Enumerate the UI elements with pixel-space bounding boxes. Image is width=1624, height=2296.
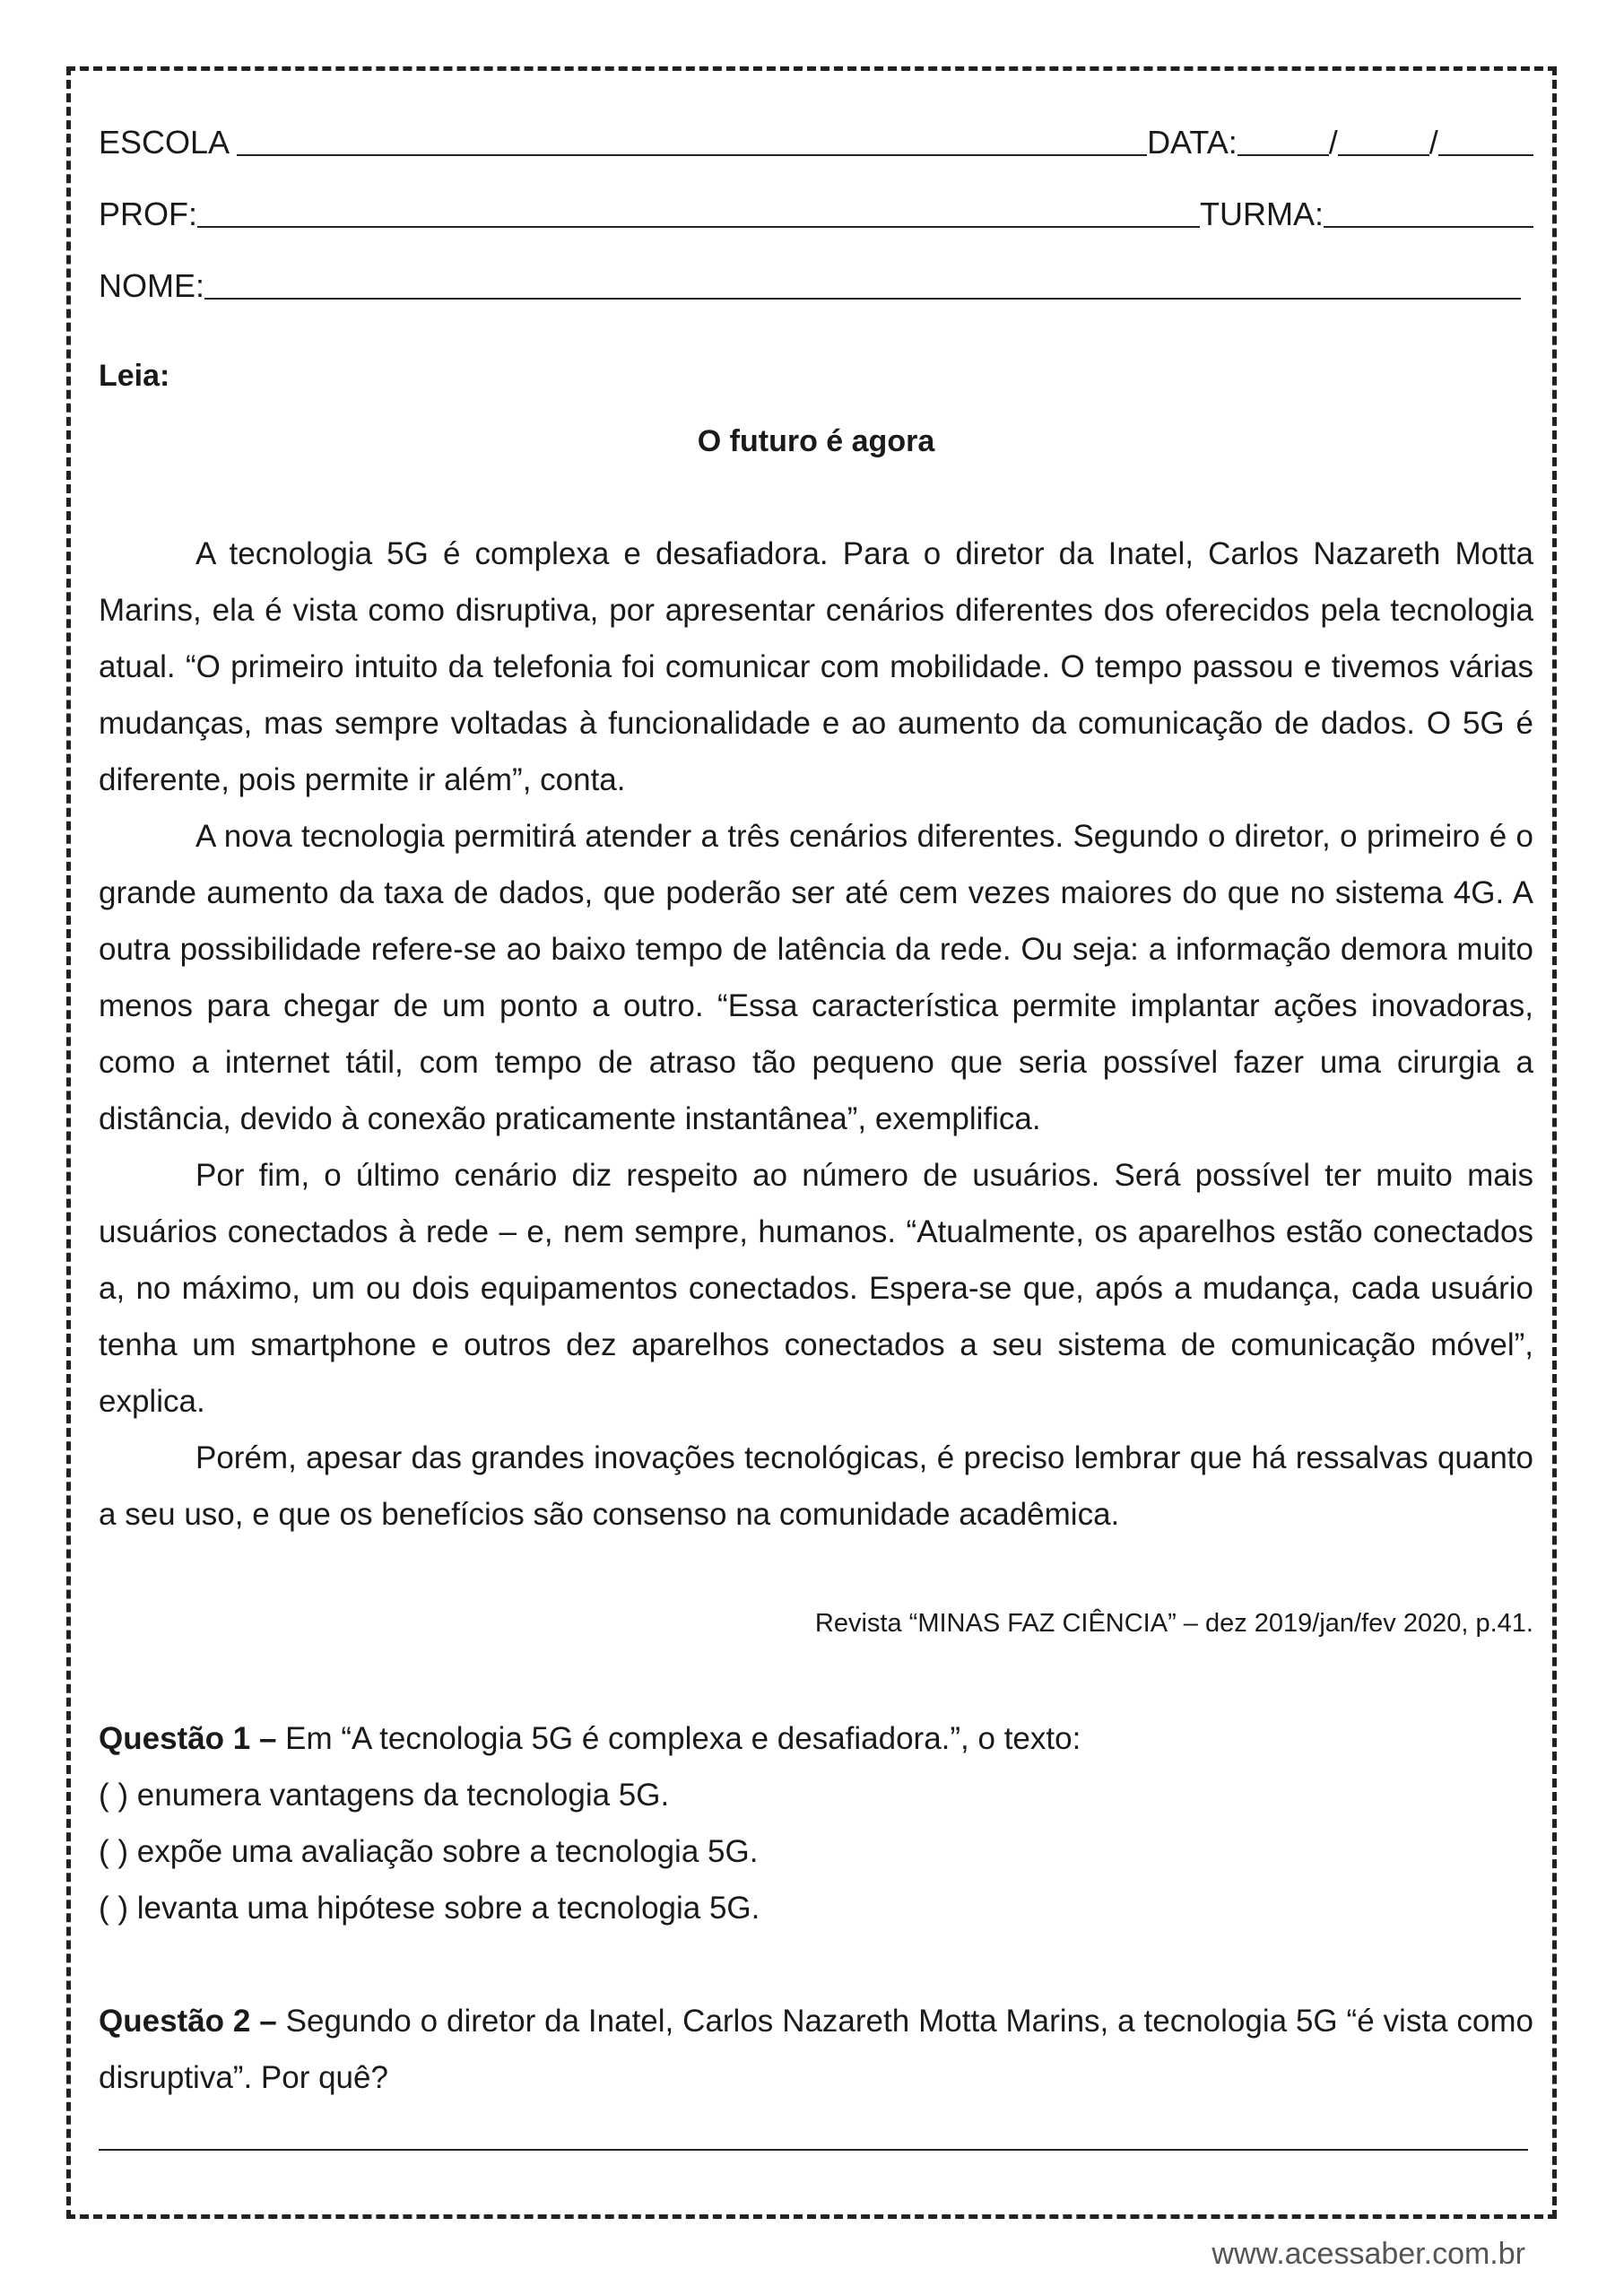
prof-field[interactable]: [197, 197, 1200, 228]
text-title: O futuro é agora: [697, 424, 935, 458]
leia-label: Leia:: [99, 359, 170, 393]
header-row-nome: [99, 233, 1533, 305]
escola-label: ESCOLA: [99, 124, 230, 161]
date-slash: /: [1429, 124, 1438, 161]
data-day-field[interactable]: [1238, 126, 1329, 156]
nome-field[interactable]: [204, 269, 1521, 300]
data-month-field[interactable]: [1338, 126, 1429, 156]
text-source: Revista “MINAS FAZ CIÊNCIA” – dez 2019/jan/fev 2020, p.41.: [814, 1609, 1533, 1638]
question-1-option[interactable]: ( ) levanta uma hipótese sobre a tecnologia 5G.: [99, 1891, 760, 1926]
data-label: DATA:: [1147, 124, 1238, 161]
question-2-answer-line[interactable]: [99, 2138, 1528, 2151]
data-year-field[interactable]: [1438, 126, 1533, 156]
question-1-option[interactable]: ( ) expõe uma avaliação sobre a tecnologia 5G.: [99, 1834, 759, 1869]
paragraph: Por fim, o último cenário diz respeito ao número de usuários. Será possível ter muito mais usuários conectados à rede – e, nem sempre, humanos. “Atualmente, os aparelhos estão conectados a, no máximo, um ou dois equipamentos conectados. Espera-se que, após a mudança, cada usuário tenha um smartphone e outros dez aparelhos conectados a seu sistema de comunicação móvel”, explica.: [99, 1158, 1533, 1419]
question-2-number: Questão 2 –: [99, 2004, 277, 2039]
question-1-text: Em “A tecnologia 5G é complexa e desafiadora.”, o texto:: [276, 1721, 1081, 1756]
turma-label: TURMA:: [1200, 196, 1324, 232]
header-row-escola: [99, 90, 1533, 161]
worksheet: [99, 90, 1533, 2151]
prof-label: PROF:: [99, 196, 198, 232]
escola-field[interactable]: [237, 126, 1147, 156]
paragraph: A tecnologia 5G é complexa e desafiadora. Para o diretor da Inatel, Carlos Nazareth Motta Marins, ela é vista como disruptiva, por apresentar cenários diferentes dos oferecidos pela tecnologia atual. “O primeiro intuito da telefonia foi comunicar com mobilidade. O tempo passou e tivemos várias mudanças, mas sempre voltadas à funcionalidade e ao aumento da comunicação de dados. O 5G é diferente, pois permite ir além”, conta.: [99, 536, 1533, 797]
paragraph: A nova tecnologia permitirá atender a três cenários diferentes. Segundo o diretor, o primeiro é o grande aumento da taxa de dados, que poderão ser até cem vezes maiores do que no sistema 4G. A outra possibilidade refere-se ao baixo tempo de latência da rede. Ou seja: a informação demora muito menos para chegar de um ponto a outro. “Essa característica permite implantar ações inovadoras, como a internet tátil, com tempo de atraso tão pequeno que seria possível fazer uma cirurgia a distância, devido à conexão praticamente instantânea”, exemplifica.: [99, 819, 1533, 1136]
date-slash: /: [1328, 124, 1338, 161]
question-2: [99, 1993, 1533, 2106]
question-1: [99, 1710, 1533, 1767]
reading-text: [99, 526, 1533, 1543]
paragraph: Porém, apesar das grandes inovações tecnológicas, é preciso lembrar que há ressalvas quanto a seu uso, e que os benefícios são consenso na comunidade acadêmica.: [99, 1440, 1533, 1532]
header-row-prof: [99, 161, 1533, 233]
site-footer: www.acessaber.com.br: [1211, 2237, 1525, 2271]
question-1-option[interactable]: ( ) enumera vantagens da tecnologia 5G.: [99, 1778, 670, 1813]
question-2-text: Segundo o diretor da Inatel, Carlos Nazareth Motta Marins, a tecnologia 5G “é vista como disruptiva”. Por quê?: [99, 2004, 1533, 2095]
turma-field[interactable]: [1324, 197, 1533, 228]
nome-label: NOME:: [99, 267, 205, 304]
question-1-number: Questão 1 –: [99, 1721, 277, 1756]
